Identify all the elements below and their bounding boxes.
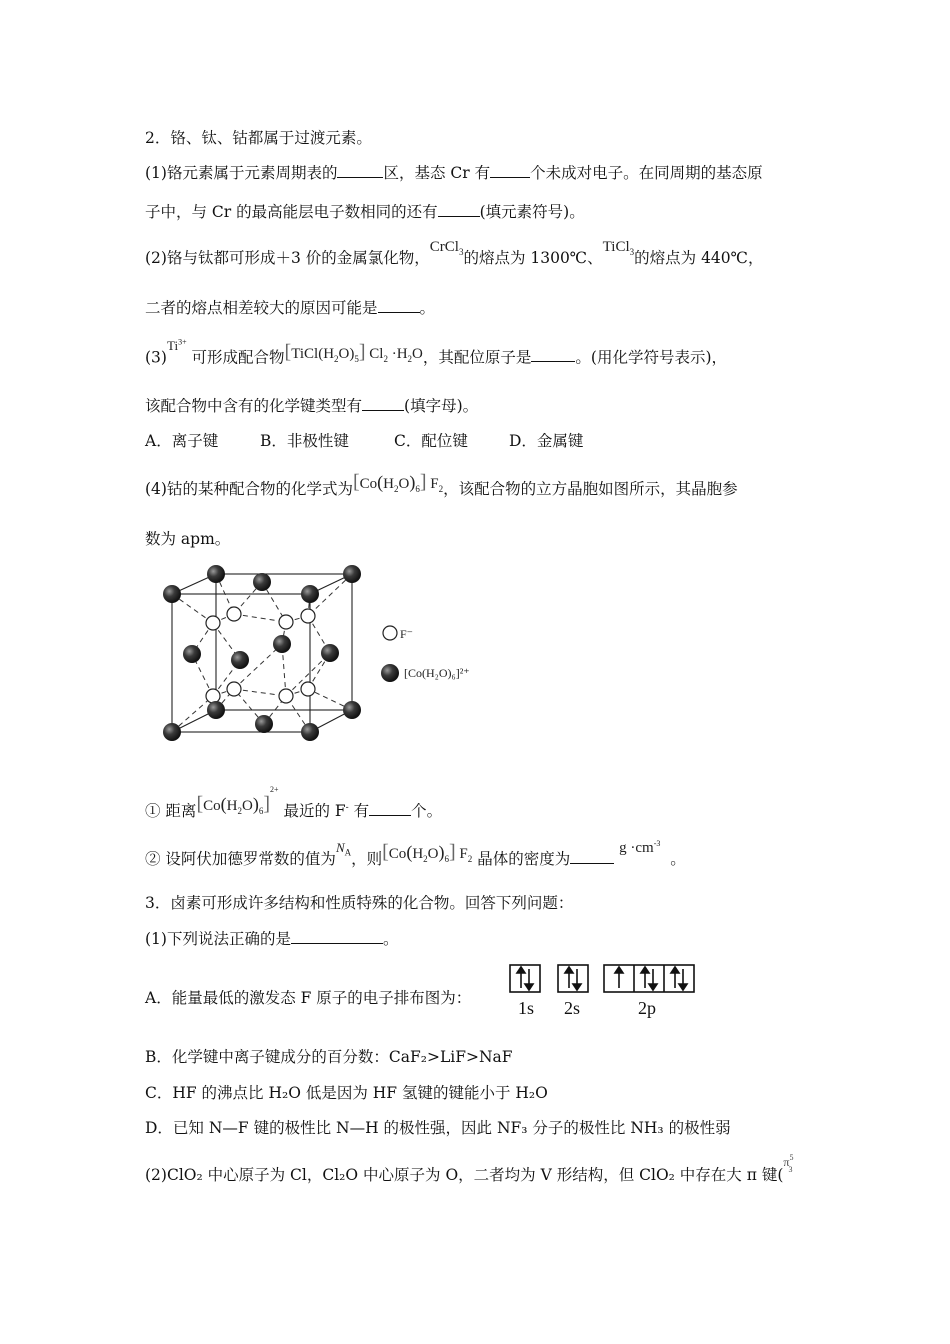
co-ion: [301, 585, 319, 603]
orbital-label-2s: 2s: [564, 998, 581, 1018]
co-complex-formula-2: $[Co(H_2O)_6]$ $F_2$: [382, 841, 473, 864]
co-ion: [207, 701, 225, 719]
co-ion: [273, 635, 291, 653]
ti-ion: [167, 338, 187, 353]
text: 有: [353, 802, 370, 820]
orbital-box-2s: [558, 965, 588, 992]
q2-options: [145, 431, 583, 451]
co-ion: [253, 573, 271, 591]
answer-blank[interactable]: [369, 801, 411, 816]
co-ion: [343, 701, 361, 719]
formula-text: TiCl(H: [291, 346, 335, 363]
q3-option-b[interactable]: B．化学键中离子键成分的百分数：CaF₂>LiF>NaF: [145, 1048, 513, 1066]
legend-f-marker: [383, 626, 397, 640]
q2-sub2: [145, 839, 686, 875]
f-ion: [206, 689, 220, 703]
text: (4)钴的某种配合物的化学式为: [145, 480, 353, 498]
q3-option-c[interactable]: C．HF 的沸点比 H₂O 低是因为 HF 氢键的键能小于 H₂O: [145, 1084, 548, 1102]
f-ion: [279, 615, 293, 629]
pi-superscript: 5: [789, 1153, 794, 1162]
q2-part4-line1: [145, 471, 738, 505]
co-ion: [207, 565, 225, 583]
text: 晶体的密度为: [477, 850, 571, 868]
crystal-cell-figure: [150, 556, 500, 751]
pi-letter: π: [783, 1155, 790, 1169]
f-ion: [227, 682, 241, 696]
fluoride-ions: [206, 607, 315, 703]
text: ，则: [351, 850, 383, 868]
q3-option-d[interactable]: D．已知 N—F 键的极性比 N—H 的极性强，因此 NF₃ 分子的极性比 NH₃ 的极性弱: [145, 1119, 731, 1137]
q2-part1-line2: [145, 202, 585, 222]
text: 的熔点为 1300℃、: [463, 249, 603, 267]
f-ion: [279, 689, 293, 703]
co-ion: [343, 565, 361, 583]
text: ① 距离: [145, 802, 197, 820]
text: ，其配位原子是: [422, 348, 532, 367]
formula-text: TiCl: [602, 239, 630, 255]
ti-complex-formula: $[TiCl(H_2O)_5]$ $Cl_2 \cdot H_2O$: [284, 341, 423, 365]
answer-blank[interactable]: [362, 396, 404, 411]
ticl3-formula: TiCl$_3$: [602, 239, 635, 257]
f-ion: [227, 607, 241, 621]
co-complex-ion: $[Co(H_2O)_6]^{2+}$: [196, 785, 279, 816]
legend-co-label: [Co(H₂O)₆]²⁺: [404, 666, 470, 680]
question-3-title: 3．卤素可形成许多结构和性质特殊的化合物。回答下列问题：: [145, 894, 574, 912]
co-ion: [255, 715, 273, 733]
text: 。: [670, 850, 686, 868]
legend-f-label: F⁻: [400, 627, 414, 641]
text: 。: [382, 930, 399, 948]
formula-text: N: [335, 840, 345, 855]
q3-option-a[interactable]: A．能量最低的激发态 F 原子的电子排布图为：: [145, 989, 472, 1007]
text: (2)铬与钛都可形成＋3 价的金属氯化物，: [145, 249, 430, 267]
orbital-label-1s: 1s: [518, 998, 535, 1018]
text: (填字母)。: [404, 397, 479, 415]
legend-co-marker: [381, 664, 399, 682]
option-c[interactable]: C．配位键: [394, 432, 468, 450]
answer-blank[interactable]: [378, 298, 420, 313]
text: ② 设阿伏加德罗常数的值为: [145, 850, 336, 868]
q2-part2-line2: [145, 298, 435, 318]
co-complex-formula: $[Co(H_2O)_6]$ $F_2$: [352, 471, 444, 494]
answer-blank[interactable]: [570, 849, 614, 864]
text: (3): [145, 348, 167, 367]
answer-blank[interactable]: [291, 929, 383, 944]
text: 。: [419, 299, 436, 317]
answer-blank[interactable]: [531, 347, 575, 362]
q2-part1-line1: [145, 163, 763, 183]
f-ion: [206, 616, 220, 630]
option-b[interactable]: B．非极性键: [260, 432, 349, 450]
orbital-label-2p: 2p: [638, 998, 656, 1018]
avogadro-symbol: [335, 840, 352, 858]
text: 个未成对电子。在同周期的基态原: [530, 164, 763, 182]
option-a[interactable]: A．离子键: [145, 432, 219, 450]
subscript: A: [344, 847, 352, 858]
unit-text: g ·cm: [619, 840, 654, 856]
density-unit: [619, 840, 660, 856]
question-2-title: 2．铬、钛、钴都属于过渡元素。: [145, 129, 372, 147]
f-ion: [301, 609, 315, 623]
text: 二者的熔点相差较大的原因可能是: [145, 299, 378, 317]
text: (1)下列说法正确的是: [145, 930, 291, 948]
unit-exponent: -3: [653, 839, 661, 848]
formula-text: Ti: [166, 338, 179, 354]
q3-part1: [145, 929, 398, 949]
text: (1)铬元素属于元素周期表的: [145, 164, 338, 182]
orbital-diagram: [508, 962, 700, 1022]
q2-part4-line2: 数为 apm。: [145, 530, 231, 548]
q2-part3-line2: [145, 396, 478, 416]
pi-subscript: 3: [788, 1165, 793, 1174]
text: 最近的 F: [283, 802, 346, 820]
q3-part2: [145, 1153, 797, 1188]
co-ion: [163, 585, 181, 603]
text: (填元素符号)。: [479, 203, 585, 221]
co-ion: [163, 723, 181, 741]
co-ion: [301, 723, 319, 741]
f-ion: [301, 682, 315, 696]
text: 区，基态 Cr 有: [383, 164, 491, 182]
cobalt-complex-ions: [163, 565, 361, 741]
text: 。(用化学符号表示)，: [575, 348, 728, 367]
q2-part2-line1: [145, 239, 764, 274]
text: 可形成配合物: [191, 348, 285, 367]
text: ，该配合物的立方晶胞如图所示，其晶胞参: [443, 480, 738, 498]
q2-sub1: ① 距离$[Co(H_2O)_6]^{2+}$ 最近的 F- 有 个。: [145, 785, 443, 820]
q2-part3-line1: [145, 338, 728, 373]
co-ion: [183, 645, 201, 663]
text: 个。: [411, 802, 443, 820]
orbital-box-1s: [510, 965, 540, 992]
answer-blank[interactable]: [490, 163, 530, 178]
charge: 3+: [178, 338, 187, 347]
formula-text: CrCl: [429, 239, 459, 255]
crcl3-formula: CrCl$_3$: [429, 239, 464, 257]
pi-bond-symbol: [783, 1153, 797, 1174]
text: (2)ClO₂ 中心原子为 Cl，Cl₂O 中心原子为 O，二者均为 V 形结构，但 ClO₂ 中存在大 π 键(: [145, 1166, 784, 1184]
co-ion: [231, 651, 249, 669]
text: 的熔点为 440℃，: [634, 249, 764, 267]
answer-blank[interactable]: [337, 163, 383, 178]
co-ion: [321, 644, 339, 662]
text: 该配合物中含有的化学键类型有: [145, 397, 363, 415]
option-d[interactable]: D．金属键: [509, 432, 584, 450]
text: 子中，与 Cr 的最高能层电子数相同的还有: [145, 203, 438, 221]
answer-blank[interactable]: [438, 202, 480, 217]
